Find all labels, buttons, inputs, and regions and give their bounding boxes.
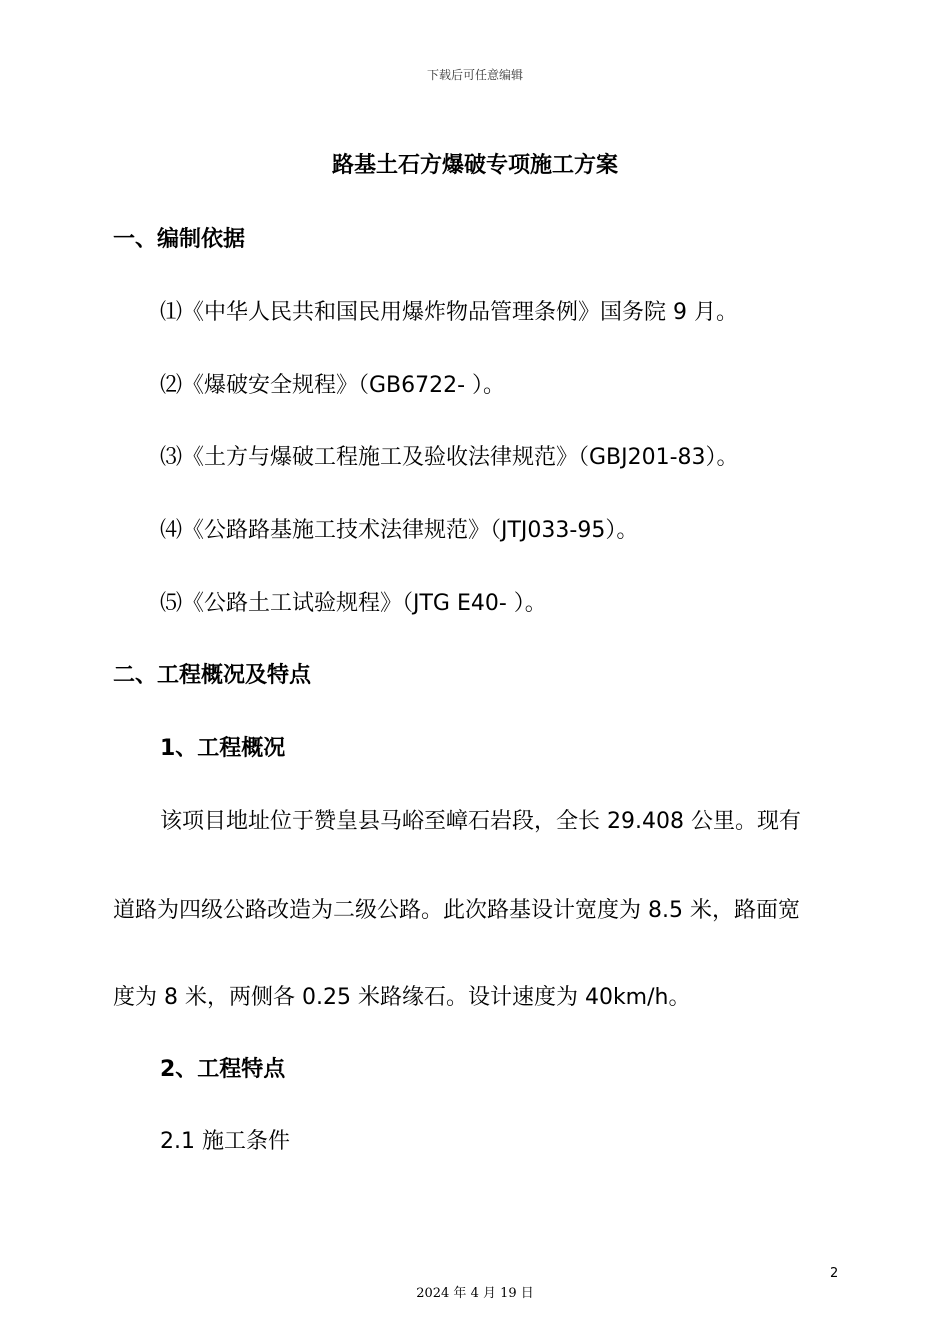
subheading-features: 2、工程特点 — [160, 1057, 286, 1082]
page-number: 2 — [830, 1266, 839, 1281]
basis-item-5: ⑸《公路土工试验规程》（JTG E40- ）。 — [160, 591, 547, 616]
section-heading-basis: 一、编制依据 — [113, 227, 246, 252]
subheading-overview: 1、工程概况 — [160, 736, 286, 761]
document-title: 路基土石方爆破专项施工方案 — [331, 153, 618, 178]
section-heading-overview: 二、工程概况及特点 — [113, 663, 312, 688]
overview-line-1: 该项目地址位于赞皇县马峪至嶂石岩段，全长 29.408 公里。现有 — [160, 809, 801, 834]
basis-item-2: ⑵《爆破安全规程》（GB6722- ）。 — [160, 373, 506, 398]
overview-line-3: 度为 8 米，两侧各 0.25 米路缘石。设计速度为 40km/h。 — [113, 985, 691, 1010]
basis-item-4: ⑷《公路路基施工技术法律规范》（JTJ033-95）。 — [160, 518, 639, 543]
basis-item-3: ⑶《土方与爆破工程施工及验收法律规范》（GBJ201-83）。 — [160, 445, 739, 470]
overview-line-2: 道路为四级公路改造为二级公路。此次路基设计宽度为 8.5 米，路面宽 — [113, 898, 800, 923]
page-footer-date: 2024 年 4 月 19 日 — [416, 1286, 534, 1301]
basis-item-1: ⑴《中华人民共和国民用爆炸物品管理条例》国务院 9 月。 — [160, 300, 738, 325]
page-header: 下载后可任意编辑 — [426, 68, 523, 82]
features-item-conditions: 2.1 施工条件 — [160, 1129, 290, 1154]
